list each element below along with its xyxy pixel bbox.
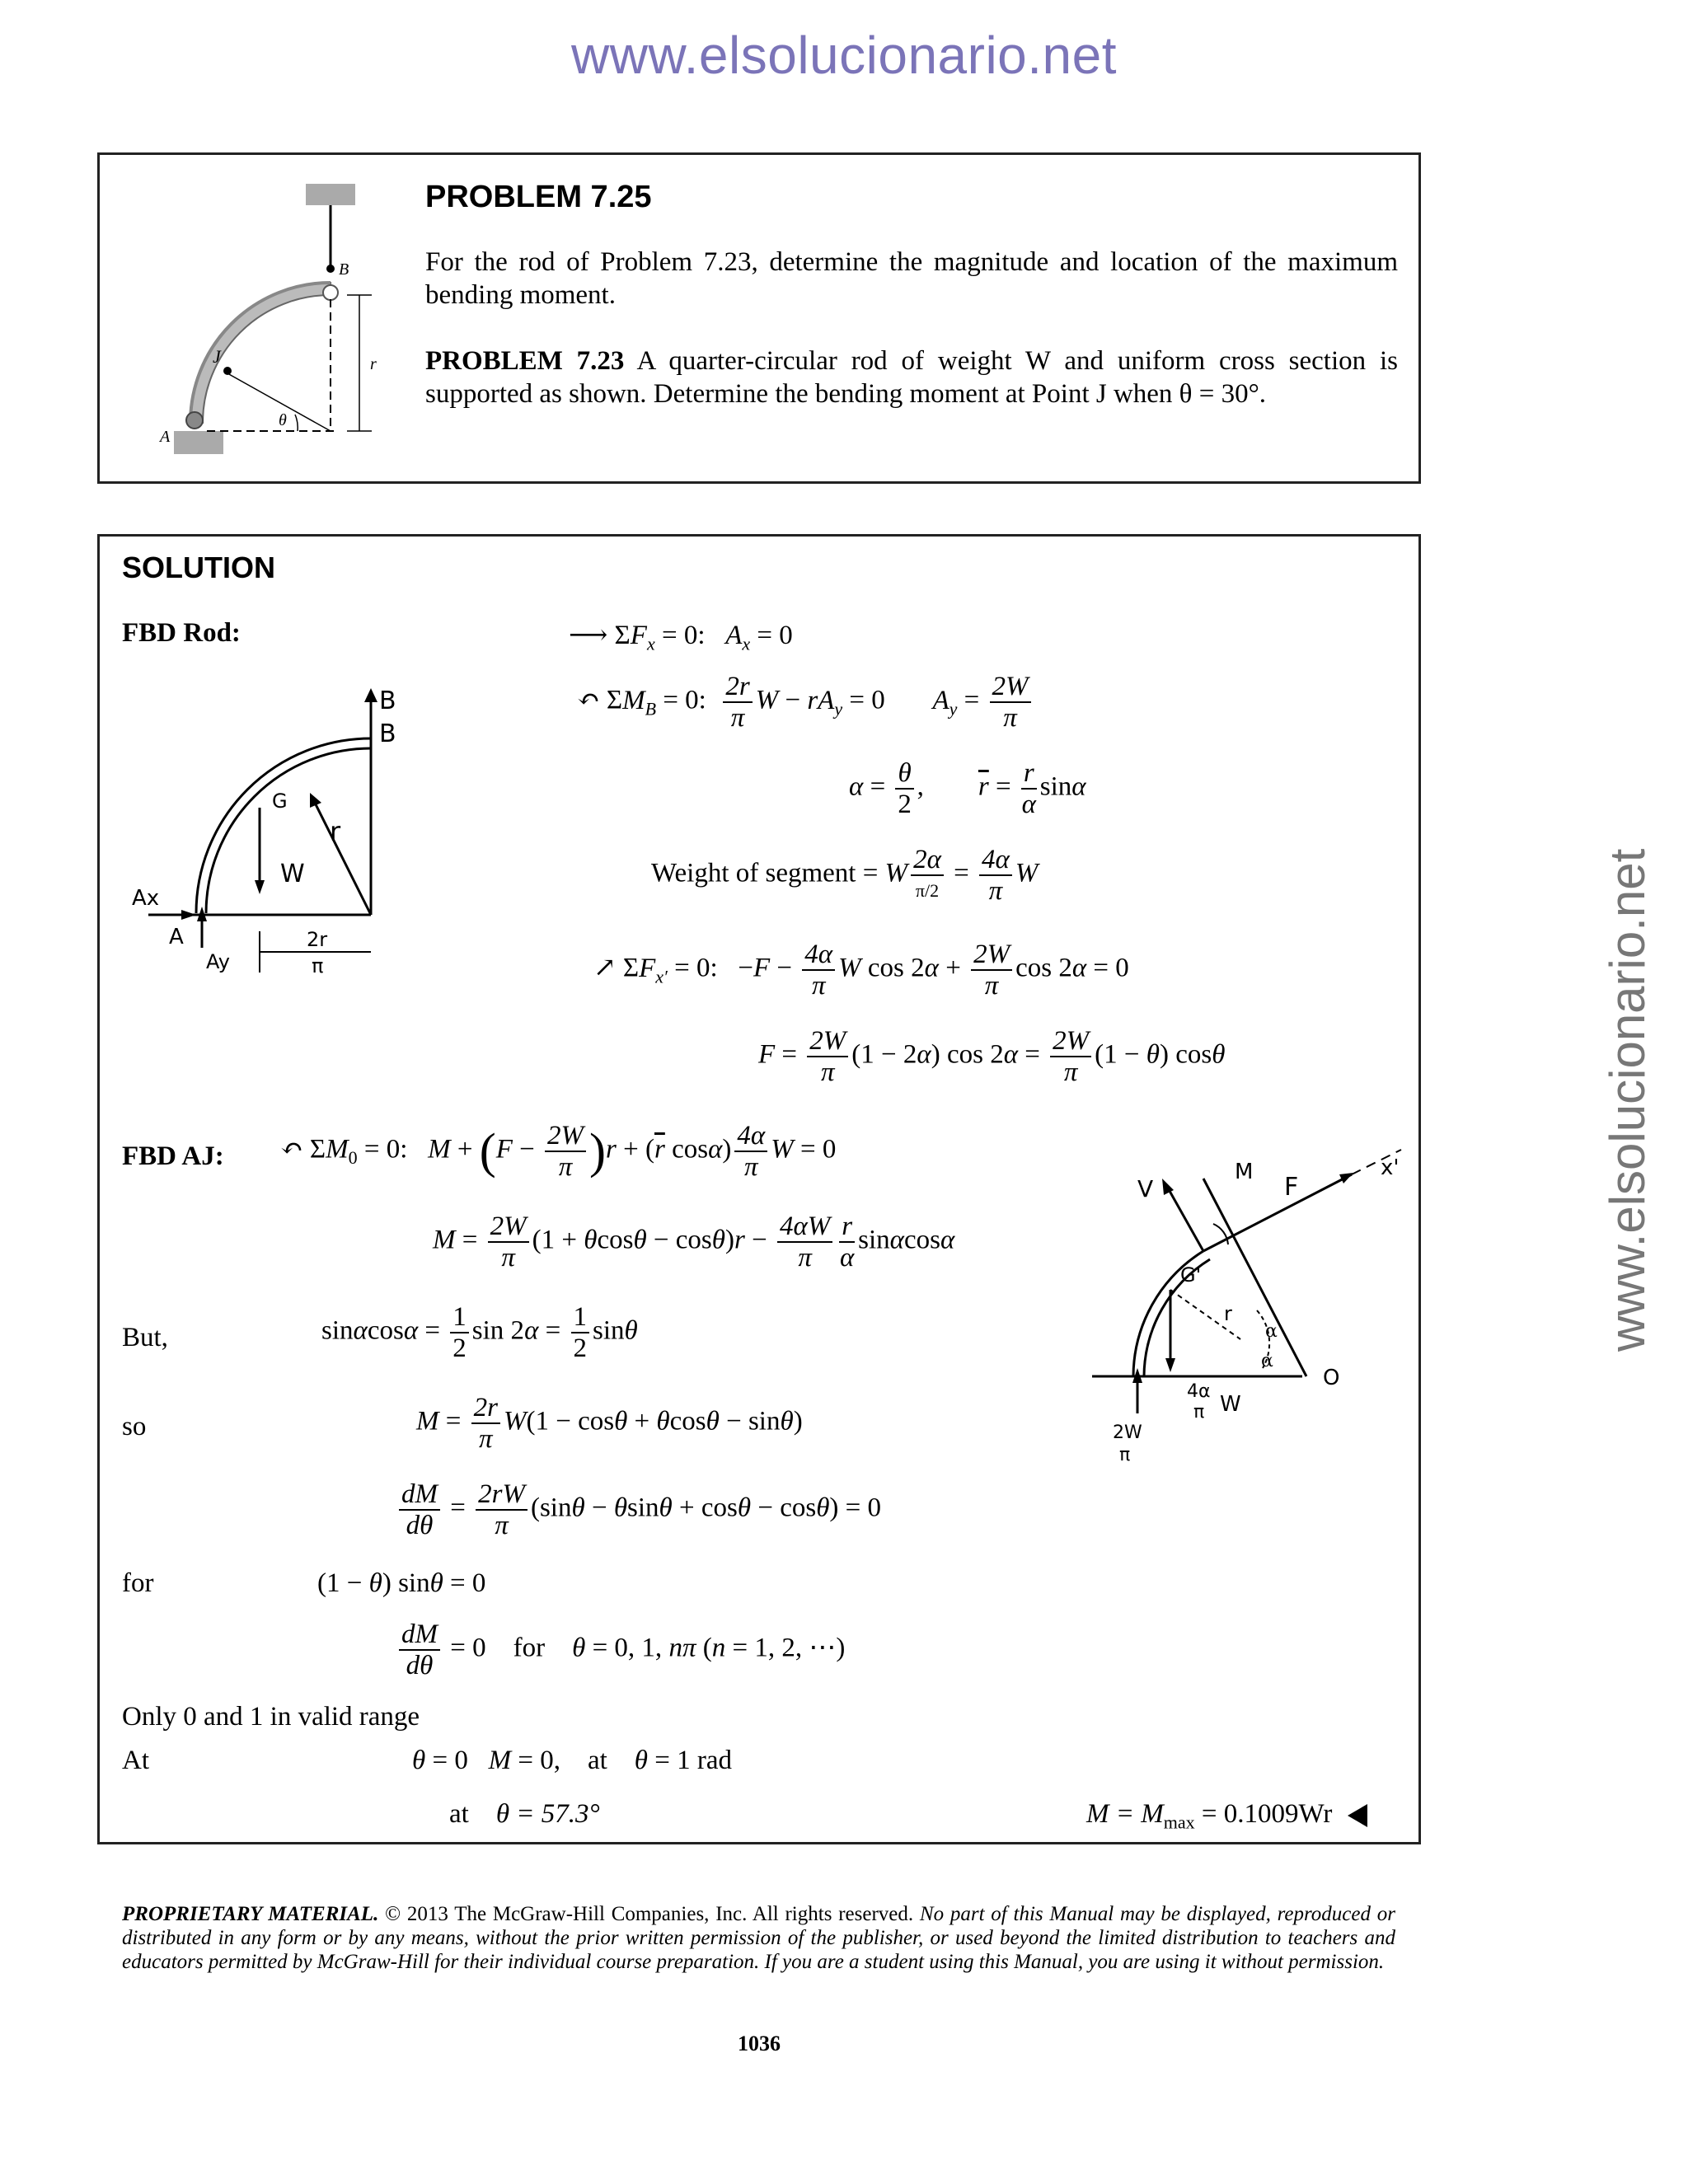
sketch2-gp: G' — [1180, 1263, 1202, 1286]
sketch2-m: M — [1235, 1160, 1254, 1184]
page-number: 1036 — [738, 2032, 781, 2055]
at-theta-label: at — [449, 1799, 469, 1829]
eq-sin-cos: sinαcosα = $\frac{1}{2}$ sin 2α = $\frac{1}{2}$ sinθ — [321, 1302, 638, 1363]
eq-dm-zero: $\frac{dM}{d\theta}$ = 0 for θ = 0, 1, nπ (n = 1, 2, ⋯) — [396, 1619, 845, 1680]
eq-sum-fx: ⟶ $\Sigma F_x = 0$: $A_x = 0$ — [569, 621, 793, 654]
eq-at-values: θ = 0 M = 0, at θ = 1 rad — [412, 1746, 732, 1775]
fbd-rod-sketch — [124, 684, 470, 997]
eq-weight-segment: Weight of segment = W $\frac{2\alpha}{\pi/2}$ = $\frac{4\alpha}{\pi}$ W — [651, 845, 1039, 906]
problem-title: PROBLEM 7.25 — [425, 180, 652, 214]
so-label: so — [122, 1412, 147, 1441]
fbd-rod-label: FBD Rod: — [122, 618, 241, 648]
result-main: M = M — [1086, 1799, 1164, 1829]
eq-m: M = $\frac{2W}{\pi}$ (1 + θcosθ − cosθ)r − $\frac{4\alpha W}{\pi}$ $\frac{r}{\alpha}$ sinαcosα — [433, 1212, 955, 1272]
watermark-side: www.elsolucionario.net — [1600, 848, 1655, 1352]
sketch2-4a: 4α — [1187, 1381, 1211, 1402]
sketch2-pi: π — [1193, 1402, 1205, 1422]
figure-label-theta: θ — [279, 411, 287, 429]
eq-f: F = $\frac{2W}{\pi}$ (1 − 2α) cos 2α = $\frac{2W}{\pi}$ (1 − θ) cosθ — [758, 1026, 1226, 1087]
problem-ref-text: A quarter-circular rod of weight W and uniform cross section is supported as shown. Determine the bending moment at Point J when θ = 30°. — [425, 346, 1398, 409]
result-sub: max — [1163, 1811, 1195, 1833]
problem-box — [97, 152, 1421, 484]
sketch2-r: r — [1224, 1302, 1232, 1325]
at-theta-value: θ = 57.3° — [495, 1799, 600, 1829]
sketch2-v: V — [1137, 1175, 1154, 1202]
sketch1-w: W — [280, 860, 305, 888]
sketch1-pi: π — [312, 954, 324, 977]
eq-for: (1 − θ) sinθ = 0 — [317, 1568, 486, 1598]
sketch1-b: B — [379, 719, 396, 748]
eq-dm-dtheta: $\frac{dM}{d\theta}$ = $\frac{2rW}{\pi}$ (sinθ − θsinθ + cosθ − cosθ) = 0 — [396, 1479, 881, 1540]
eq-sum-m0: ↶ $\Sigma M_0 = 0$: M + (F − $\frac{2W}{\pi}$ )$r + (\overline{r}$ cosα) $\frac{4\alpha}{\pi}$ W = 0 — [280, 1121, 837, 1182]
footer — [122, 1902, 1395, 1974]
sketch1-ay: Ay — [206, 950, 230, 973]
sketch2-2w: 2W — [1113, 1422, 1142, 1443]
footer-rights: © 2013 The McGraw-Hill Companies, Inc. All rights reserved. — [385, 1903, 914, 1925]
sketch2-f: F — [1284, 1173, 1299, 1202]
sketch1-2r: 2r — [307, 928, 328, 951]
problem-figure — [137, 180, 467, 460]
problem-ref-label: PROBLEM 7.23 — [425, 346, 625, 376]
eq-alpha: α = $\frac{\theta}{2}$ , $\overline{r}$ = $\frac{r}{\alpha}$ sinα — [849, 758, 1086, 819]
sketch1-r: r — [330, 816, 341, 847]
result-value: = 0.1009Wr — [1201, 1799, 1333, 1829]
sketch2-o: O — [1323, 1366, 1340, 1390]
eq-at-degrees — [449, 1799, 600, 1830]
eq-sum-mb: ↶ $\Sigma M_B = 0$: $\frac{2r}{\pi}$ $W - rA_y = 0$ $A_y$ = $\frac{2W}{\pi}$ — [577, 672, 1034, 733]
sketch2-xp: x' — [1381, 1155, 1400, 1180]
only-label: Only 0 and 1 in valid range — [122, 1702, 420, 1732]
solution-title: SOLUTION — [122, 551, 275, 584]
sketch1-bp: B — [379, 687, 396, 715]
figure-label-r: r — [370, 355, 377, 373]
problem-ref — [425, 344, 1398, 410]
footer-notice: No part of this Manual may be displayed, reproduced or distributed in any form or by any means, without the prior written permission of the publisher, or used beyond the limited distribution to teachers and educators permitted by McGraw-Hill for their individual course preparation. If you are a student using this Manual, you are using it without permission. — [122, 1903, 1395, 1973]
result — [1086, 1799, 1367, 1834]
figure-label-j: J — [213, 346, 221, 367]
figure-label-b: B — [339, 260, 349, 279]
sketch2-alpha1: α — [1265, 1321, 1278, 1342]
answer-marker-icon — [1348, 1804, 1367, 1827]
footer-lead: PROPRIETARY MATERIAL. — [122, 1903, 379, 1925]
eq-m-final: M = $\frac{2r}{\pi}$ W(1 − cosθ + θcosθ − sinθ) — [416, 1393, 803, 1454]
watermark-top: www.elsolucionario.net — [571, 26, 1117, 85]
figure-label-a: A — [160, 428, 171, 446]
sketch2-w: W — [1220, 1392, 1241, 1417]
sketch1-ax: Ax — [132, 886, 160, 911]
fbd-aj-sketch — [1088, 1146, 1418, 1492]
fbd-aj-label: FBD AJ: — [122, 1141, 224, 1171]
but-label: But, — [122, 1323, 168, 1352]
for-label: for — [122, 1568, 154, 1598]
weight-segment-label: Weight of segment — [651, 858, 856, 888]
sketch2-alpha2: α — [1261, 1351, 1273, 1371]
sketch1-g: G — [272, 790, 288, 813]
sketch2-pi2: π — [1119, 1445, 1131, 1465]
at-label: At — [122, 1746, 149, 1775]
sketch1-a: A — [169, 925, 184, 949]
eq-sum-fx-prime: ↗ $\Sigma F_{x'} = 0$: −F − $\frac{4\alpha}{\pi}$ W cos 2α + $\frac{2W}{\pi}$ cos 2α = 0 — [593, 940, 1129, 1001]
problem-text: For the rod of Problem 7.23, determine the magnitude and location of the maximum bending moment. — [425, 247, 1398, 310]
